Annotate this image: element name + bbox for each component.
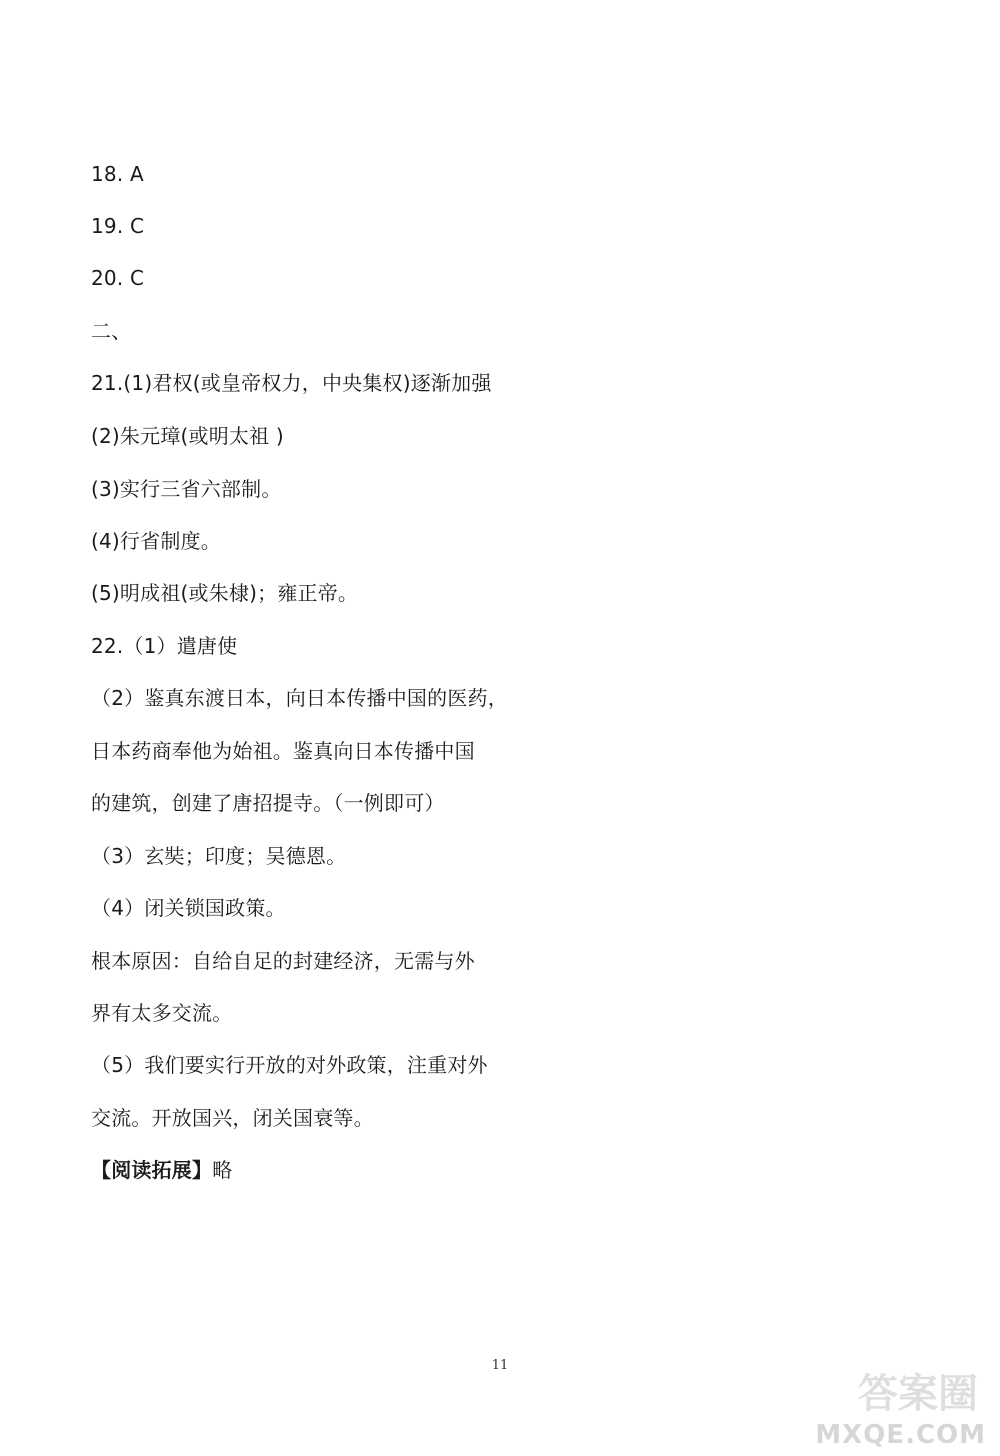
answer-22-2-line-3: 的建筑，创建了唐招提寺。（一例即可） xyxy=(91,791,445,815)
answer-22-4-reason-line-1: 根本原因：自给自足的封建经济，无需与外 xyxy=(91,949,475,973)
watermark-site-text: MXQE.COM xyxy=(815,1420,986,1450)
answer-22-3: （3）玄奘；印度；吴德恩。 xyxy=(91,844,347,868)
answer-22-5-line-1: （5）我们要实行开放的对外政策，注重对外 xyxy=(91,1053,488,1077)
answer-21-2: (2)朱元璋(或明太祖 ) xyxy=(91,424,284,448)
section-two-heading: 二、 xyxy=(91,319,132,343)
reading-extension-label: 【阅读拓展】 xyxy=(91,1158,213,1182)
answer-22-2-line-2: 日本药商奉他为始祖。鉴真向日本传播中国 xyxy=(91,739,475,763)
answer-21-5: (5)明成祖(或朱棣)；雍正帝。 xyxy=(91,581,359,605)
answer-22-4-reason-line-2: 界有太多交流。 xyxy=(91,1001,233,1025)
answer-19: 19. C xyxy=(91,214,145,238)
page-number: 11 xyxy=(491,1358,509,1373)
reading-extension xyxy=(91,1157,232,1183)
reading-extension-answer: 略 xyxy=(212,1158,233,1182)
watermark-logo-text: 答案圈 xyxy=(858,1371,978,1417)
watermark-logo xyxy=(816,1362,986,1450)
answer-22-5-line-2: 交流。开放国兴，闭关国衰等。 xyxy=(91,1106,374,1130)
answer-21-1: 21.(1)君权(或皇帝权力，中央集权)逐渐加强 xyxy=(91,371,492,395)
answer-22-4: （4）闭关锁国政策。 xyxy=(91,896,286,920)
answer-22-1: 22.（1）遣唐使 xyxy=(91,634,238,658)
answer-20: 20. C xyxy=(91,266,145,290)
answer-22-2-line-1: （2）鉴真东渡日本，向日本传播中国的医药， xyxy=(91,686,508,710)
answer-21-3: (3)实行三省六部制。 xyxy=(91,477,282,501)
answer-18: 18. A xyxy=(91,162,144,186)
answer-21-4: (4)行省制度。 xyxy=(91,529,221,553)
